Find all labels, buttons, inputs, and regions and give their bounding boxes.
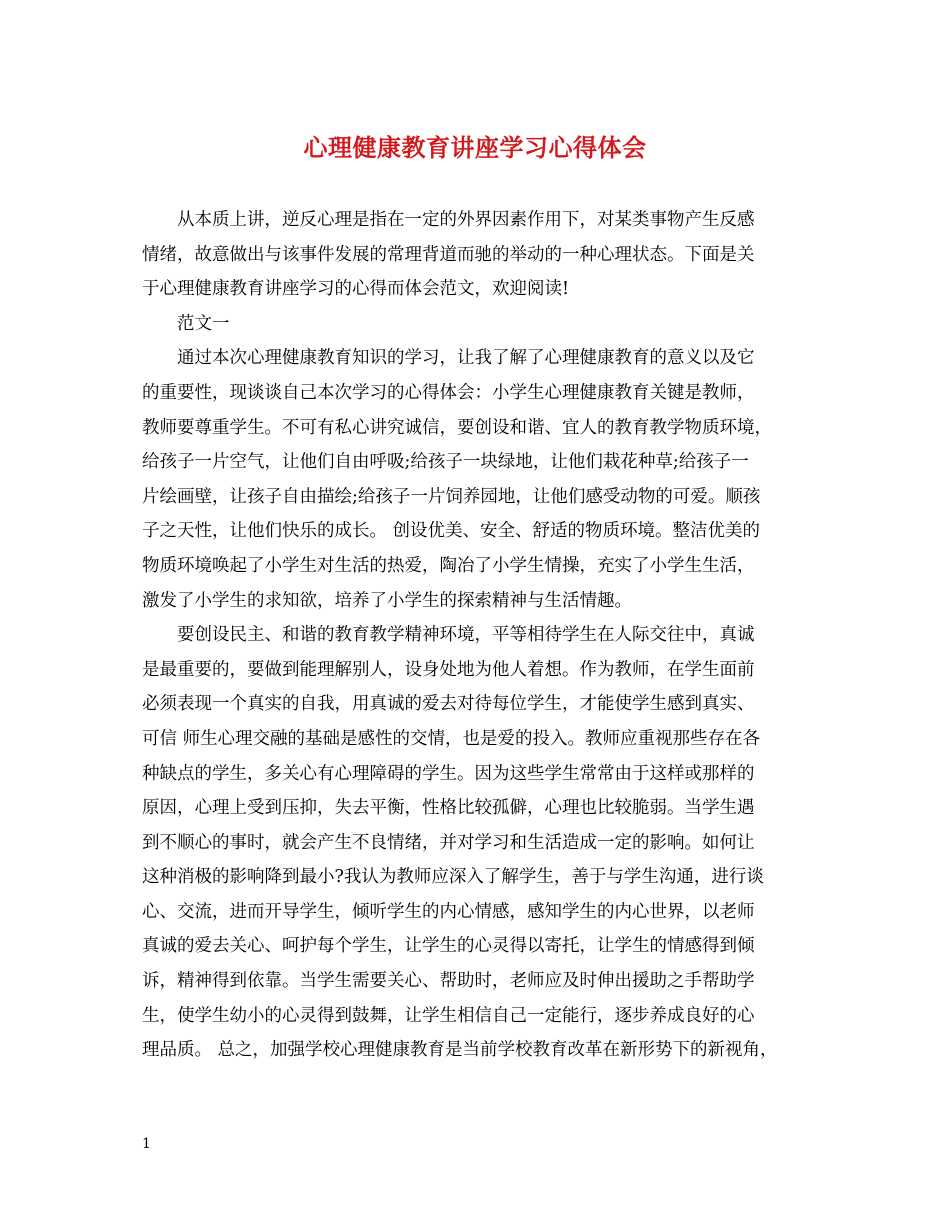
body-text-line: 种缺点的学生，多关心有心理障碍的学生。因为这些学生常常由于这样或那样的 [142,763,755,784]
page-number: 1 [142,1136,151,1152]
body-text-line: 情绪，故意做出与该事件发展的常理背道而驰的举动的一种心理状态。下面是关 [142,244,755,265]
body-text-line: 通过本次心理健康教育知识的学习，让我了解了心理健康教育的意义以及它 [177,348,755,369]
document-body [142,203,817,1068]
body-text-line: 要创设民主、和谐的教育教学精神环境，平等相待学生在人际交往中，真诚 [177,625,755,646]
body-text-line: 教师要尊重学生。不可有私心讲究诚信，要创设和谐、宜人的教育教学物质环境， [142,417,772,438]
body-text-line: 必须表现一个真实的自我，用真诚的爱去对待每位学生，才能使学生感到真实、 [142,694,755,715]
body-text-line: 片绘画壁，让孩子自由描绘;给孩子一片饲养园地，让他们感受动物的可爱。顺孩 [142,486,761,507]
body-text-line: 于心理健康教育讲座学习的心得而体会范文，欢迎阅读! [142,279,570,300]
body-text-line: 激发了小学生的求知欲，培养了小学生的探索精神与生活情趣。 [142,590,632,611]
body-text-line: 生，使学生幼小的心灵得到鼓舞，让学生相信自己一定能行，逐步养成良好的心 [142,1005,755,1026]
body-text-line: 这种消极的影响降到最小?我认为教师应深入了解学生，善于与学生沟通，进行谈 [142,867,764,888]
body-text-line: 心、交流，进而开导学生，倾听学生的内心情感，感知学生的内心世界，以老师 [142,901,755,922]
body-text-line: 从本质上讲，逆反心理是指在一定的外界因素作用下，对某类事物产生反感 [177,210,755,230]
body-text-line: 原因，心理上受到压抑，失去平衡，性格比较孤僻，心理也比较脆弱。当学生遇 [142,798,755,819]
body-text-line: 的重要性，现谈谈自己本次学习的心得体会：小学生心理健康教育关键是教师， [142,382,755,403]
body-text-line: 子之天性，让他们快乐的成长。 创设优美、安全、舒适的物质环境。整洁优美的 [142,521,761,542]
body-text-line: 到不顺心的事时，就会产生不良情绪，并对学习和生活造成一定的影响。如何让 [142,832,755,853]
body-text-line: 可信 师生心理交融的基础是感性的交情，也是爱的投入。教师应重视那些存在各 [142,728,761,749]
body-text-line: 范文一 [177,313,230,334]
body-text-line: 物质环境唤起了小学生对生活的热爱，陶冶了小学生情操，充实了小学生生活， [142,555,755,576]
document-title: 心理健康教育讲座学习心得体会 [303,134,647,162]
body-text-line: 真诚的爱去关心、呵护每个学生，让学生的心灵得以寄托，让学生的情感得到倾 [142,936,755,957]
body-text-line: 是最重要的，要做到能理解别人，设身处地为他人着想。作为教师，在学生面前 [142,659,755,680]
body-text-line: 理品质。 总之，加强学校心理健康教育是当前学校教育改革在新形势下的新视角， [142,1040,778,1061]
body-text-line: 诉，精神得到依靠。当学生需要关心、帮助时，老师应及时伸出援助之手帮助学 [142,971,755,992]
body-text-line: 给孩子一片空气，让他们自由呼吸;给孩子一块绿地，让他们栽花种草;给孩子一 [142,452,749,473]
